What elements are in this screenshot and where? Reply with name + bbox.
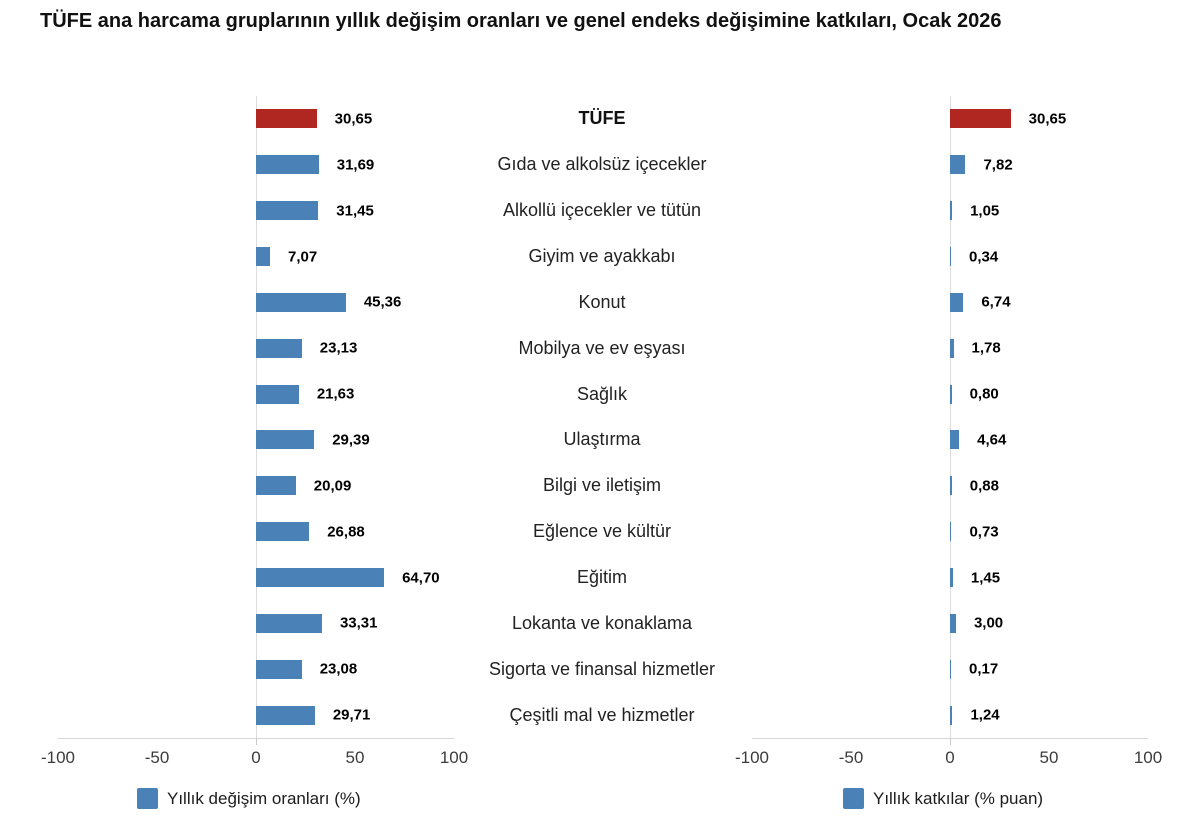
x-axis-tick-label: -50 [144,748,170,767]
bar[interactable] [950,430,959,449]
bar-value-label: 29,39 [332,431,370,449]
bar-value-label: 0,73 [969,523,999,541]
legend-annual-change[interactable] [137,788,361,809]
bar-value-label: 4,64 [977,431,1007,449]
legend-label: Yıllık değişim oranları (%) [167,788,361,808]
bar-value-label: 1,05 [970,202,1000,220]
zero-gridline [256,96,257,738]
bar[interactable] [256,109,317,128]
bar[interactable] [950,155,965,174]
bar-value-label: 30,65 [334,110,373,128]
x-axis-tick-label: 50 [345,748,365,767]
bar[interactable] [950,201,952,220]
bar-value-label: 31,69 [336,156,375,174]
bar[interactable] [950,614,956,633]
bar[interactable] [256,430,314,449]
bar[interactable] [950,522,951,541]
x-axis-tick-label: 0 [945,748,955,767]
bar-value-label: 3,00 [973,614,1004,632]
bar[interactable] [950,476,952,495]
category-label: Alkollü içecekler ve tütün [502,200,702,221]
category-labels-column [452,96,752,738]
bar-value-label: 0,17 [969,660,999,678]
bar-value-label: 30,65 [1028,110,1067,128]
bar[interactable] [256,293,346,312]
bar-value-label: 0,34 [969,248,999,265]
x-axis-tick-label: 50 [1039,748,1059,767]
category-label: Bilgi ve iletişim [542,475,662,496]
bar[interactable] [256,339,302,358]
category-label: Giyim ve ayakkabı [528,245,676,266]
bar[interactable] [256,155,319,174]
bar-value-label: 23,13 [319,339,358,357]
zero-gridline [950,96,951,738]
legend-annual-contribution[interactable] [843,788,1043,809]
bar-value-label: 1,45 [970,569,1001,586]
bar[interactable] [950,706,952,725]
bar[interactable] [256,660,302,679]
x-axis-tick-label: -50 [838,748,864,767]
bar[interactable] [256,522,309,541]
category-label: Eğlence ve kültür [532,521,672,542]
bar[interactable] [950,385,952,404]
legend-swatch-icon [843,788,864,809]
legend-label: Yıllık katkılar (% puan) [873,788,1044,808]
category-label: TÜFE [578,108,626,129]
zero-tick-mark [950,738,951,745]
bar-value-label: 29,71 [332,706,371,724]
bar-value-label: 7,07 [287,248,318,265]
x-axis-tick-label: 0 [251,748,261,767]
legend-swatch-icon [137,788,158,809]
category-label: Mobilya ve ev eşyası [518,337,686,358]
bar[interactable] [256,476,296,495]
chart-title: TÜFE ana harcama gruplarının yıllık değişim oranları ve genel endeks değişimine katkıları, Ocak 2026 [40,10,1002,32]
bar-value-label: 0,88 [969,477,999,495]
zero-tick-mark [256,738,257,745]
category-label: Sigorta ve finansal hizmetler [488,658,716,679]
category-label: Çeşitli mal ve hizmetler [509,704,695,725]
category-label: Konut [578,291,626,312]
bar[interactable] [256,247,270,266]
bar-value-label: 31,45 [336,202,374,220]
bar-value-label: 1,78 [971,339,1001,357]
bar[interactable] [950,660,951,679]
category-label: Sağlık [576,383,628,404]
bar[interactable] [256,385,299,404]
bar-value-label: 45,36 [363,293,402,311]
bar[interactable] [256,568,384,587]
category-label: Gıda ve alkolsüz içecekler [497,154,707,175]
bar-value-label: 26,88 [327,523,365,541]
annual-contribution-bar-chart [734,96,1163,767]
bar[interactable] [950,568,953,587]
bar-value-label: 64,70 [402,569,440,586]
bar[interactable] [950,339,954,358]
bar[interactable] [256,614,322,633]
bar-value-label: 7,82 [983,156,1013,174]
bar-value-label: 20,09 [313,477,352,495]
bar-value-label: 21,63 [316,385,355,403]
bar-value-label: 33,31 [339,614,378,632]
category-label: Eğitim [576,566,627,587]
x-axis-tick-label: -100 [40,748,76,767]
bar-value-label: 23,08 [319,660,358,678]
bar-value-label: 6,74 [981,293,1011,311]
bar[interactable] [950,293,963,312]
category-label: Ulaştırma [563,429,641,450]
bar[interactable] [256,706,315,725]
bar[interactable] [950,109,1011,128]
bar[interactable] [950,247,951,266]
bar-value-label: 0,80 [969,385,999,403]
x-axis-tick-label: 100 [439,748,469,767]
category-label: Lokanta ve konaklama [511,612,693,633]
annual-change-bar-chart [40,96,469,767]
x-axis-tick-label: 100 [1133,748,1163,767]
bar-value-label: 1,24 [970,706,1000,724]
bar[interactable] [256,201,318,220]
x-axis-tick-label: -100 [734,748,770,767]
